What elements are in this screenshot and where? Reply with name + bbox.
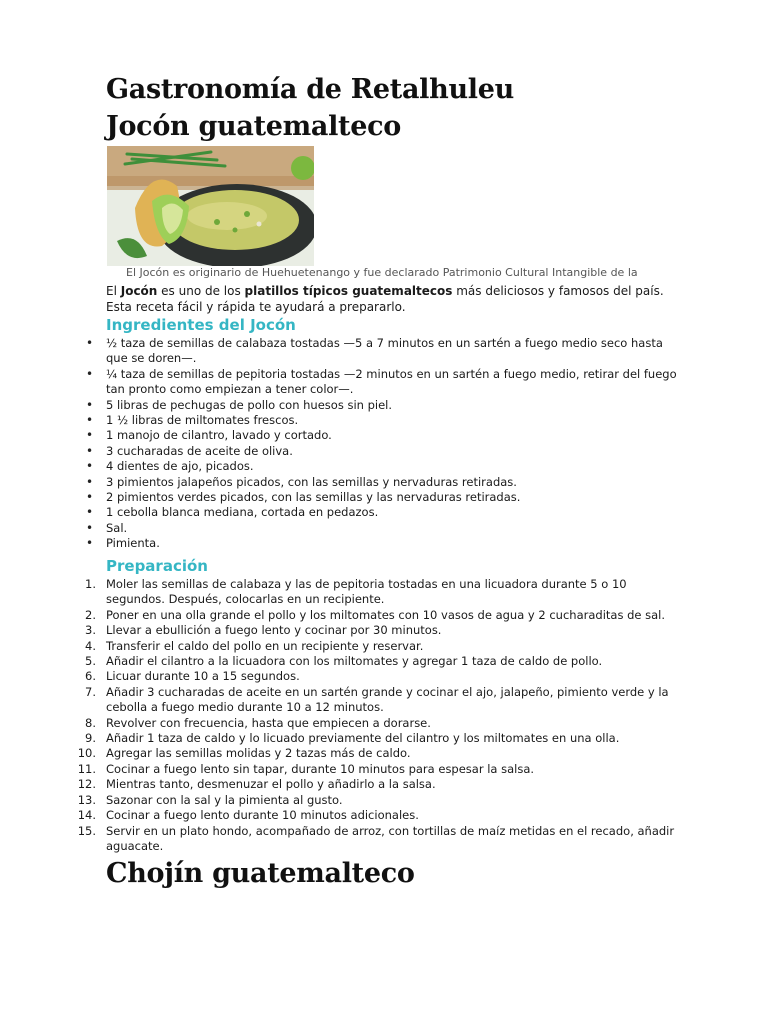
step-number: 14.	[77, 808, 96, 823]
photo-caption: El Jocón es originario de Huehuetenango y fue declarado Patrimonio Cultural Intangible de la	[126, 266, 638, 279]
step-number: 5.	[85, 654, 96, 669]
preparation-step	[0, 577, 680, 608]
ingredient-item: • 1 ½ libras de miltomates frescos.	[0, 413, 680, 428]
step-number: 12.	[77, 777, 96, 792]
intro-bold-platillos: platillos típicos guatemaltecos	[244, 284, 453, 298]
step-number: 1.	[85, 577, 96, 591]
preparation-step	[0, 639, 680, 654]
step-text: Servir en un plato hondo, acompañado de arroz, con tortillas de maíz metidas en el recado, añadir aguacate.	[106, 823, 675, 853]
preparation-step	[0, 777, 680, 792]
step-number: 7.	[85, 684, 96, 699]
preparation-step	[0, 716, 680, 731]
preparation-step	[0, 669, 680, 684]
step-text: Agregar las semillas molidas y 2 tazas más de caldo.	[106, 746, 411, 761]
ingredient-item: • ½ taza de semillas de calabaza tostadas —5 a 7 minutos en un sartén a fuego medio seco hasta que se doren—.	[0, 336, 680, 367]
step-text: Revolver con frecuencia, hasta que empiecen a dorarse.	[106, 715, 431, 730]
preparation-step	[0, 623, 680, 638]
step-text: Cocinar a fuego lento sin tapar, durante 10 minutos para espesar la salsa.	[106, 761, 535, 776]
preparation-step	[0, 793, 680, 808]
ingredient-item: • 5 libras de pechugas de pollo con huesos sin piel.	[0, 398, 680, 413]
step-text: Sazonar con la sal y la pimienta al gusto.	[106, 792, 343, 807]
ingredient-item: • 2 pimientos verdes picados, con las semillas y las nervaduras retiradas.	[0, 490, 680, 505]
ingredients-heading: Ingredientes del Jocón	[106, 316, 296, 334]
step-text: Moler las semillas de calabaza y las de pepitoria tostadas en una licuadora durante 5 o 10 segundos. Después, colocarlas en un recipiente.	[106, 577, 627, 607]
intro-text: más deliciosos y famosos del país. Esta receta fácil y rápida te ayudará a prepararlo.	[106, 284, 664, 314]
recipe-title: Jocón guatemalteco	[106, 111, 401, 142]
preparation-step	[0, 808, 680, 823]
ingredient-item: • ¼ taza de semillas de pepitoria tostadas —2 minutos en un sartén a fuego medio, retirar del fuego tan pronto como empiezan a tener color—.	[0, 367, 680, 398]
preparation-step	[0, 654, 680, 669]
step-number: 3.	[85, 623, 96, 638]
step-number: 9.	[85, 731, 96, 746]
intro-bold-jocon: Jocón	[120, 284, 158, 298]
ingredient-item: • 4 dientes de ajo, picados.	[0, 459, 680, 474]
step-number: 8.	[85, 715, 96, 730]
jocon-dish-photo	[107, 146, 314, 266]
step-number: 11.	[77, 761, 96, 776]
preparation-step	[0, 824, 680, 855]
next-recipe-title: Chojín guatemalteco	[106, 858, 415, 889]
preparation-list	[0, 577, 680, 854]
step-text: Mientras tanto, desmenuzar el pollo y añadirlo a la salsa.	[106, 777, 436, 792]
preparation-step	[0, 685, 680, 716]
intro-text: El	[106, 284, 121, 298]
preparation-heading: Preparación	[106, 557, 208, 575]
ingredient-item: • 3 pimientos jalapeños picados, con las semillas y nervaduras retiradas.	[0, 475, 680, 490]
step-number: 4.	[85, 638, 96, 653]
step-text: Añadir 3 cucharadas de aceite en un sartén grande y cocinar el ajo, jalapeño, pimiento verde y la cebolla a fuego medio durante 10 a 12 minutos.	[106, 684, 669, 715]
ingredient-item: • Sal.	[0, 521, 680, 536]
preparation-step	[0, 746, 680, 761]
step-number: 13.	[77, 792, 96, 807]
step-text: Añadir el cilantro a la licuadora con los miltomates y agregar 1 taza de caldo de pollo.	[106, 654, 603, 669]
step-text: Añadir 1 taza de caldo y lo licuado previamente del cilantro y los miltomates en una olla.	[106, 731, 620, 746]
intro-paragraph	[106, 283, 666, 315]
step-number: 15.	[77, 823, 96, 838]
step-text: Poner en una olla grande el pollo y los miltomates con 10 vasos de agua y 2 cucharaditas de sal.	[106, 607, 666, 622]
step-number: 2.	[85, 607, 96, 622]
step-text: Cocinar a fuego lento durante 10 minutos adicionales.	[106, 808, 419, 823]
preparation-step	[0, 762, 680, 777]
step-number: 6.	[85, 669, 96, 684]
page-title: Gastronomía de Retalhuleu	[106, 74, 514, 105]
step-text: Llevar a ebullición a fuego lento y cocinar por 30 minutos.	[106, 623, 442, 638]
preparation-step	[0, 731, 680, 746]
ingredient-item: • Pimienta.	[0, 536, 680, 551]
ingredient-item: • 3 cucharadas de aceite de oliva.	[0, 444, 680, 459]
ingredient-item: • 1 cebolla blanca mediana, cortada en pedazos.	[0, 505, 680, 520]
step-text: Licuar durante 10 a 15 segundos.	[106, 669, 300, 684]
intro-text: es uno de los	[157, 284, 245, 298]
ingredient-item: • 1 manojo de cilantro, lavado y cortado.	[0, 428, 680, 443]
ingredients-list	[0, 336, 680, 552]
step-text: Transferir el caldo del pollo en un recipiente y reservar.	[106, 638, 424, 653]
preparation-step	[0, 608, 680, 623]
step-number: 10.	[77, 746, 96, 761]
